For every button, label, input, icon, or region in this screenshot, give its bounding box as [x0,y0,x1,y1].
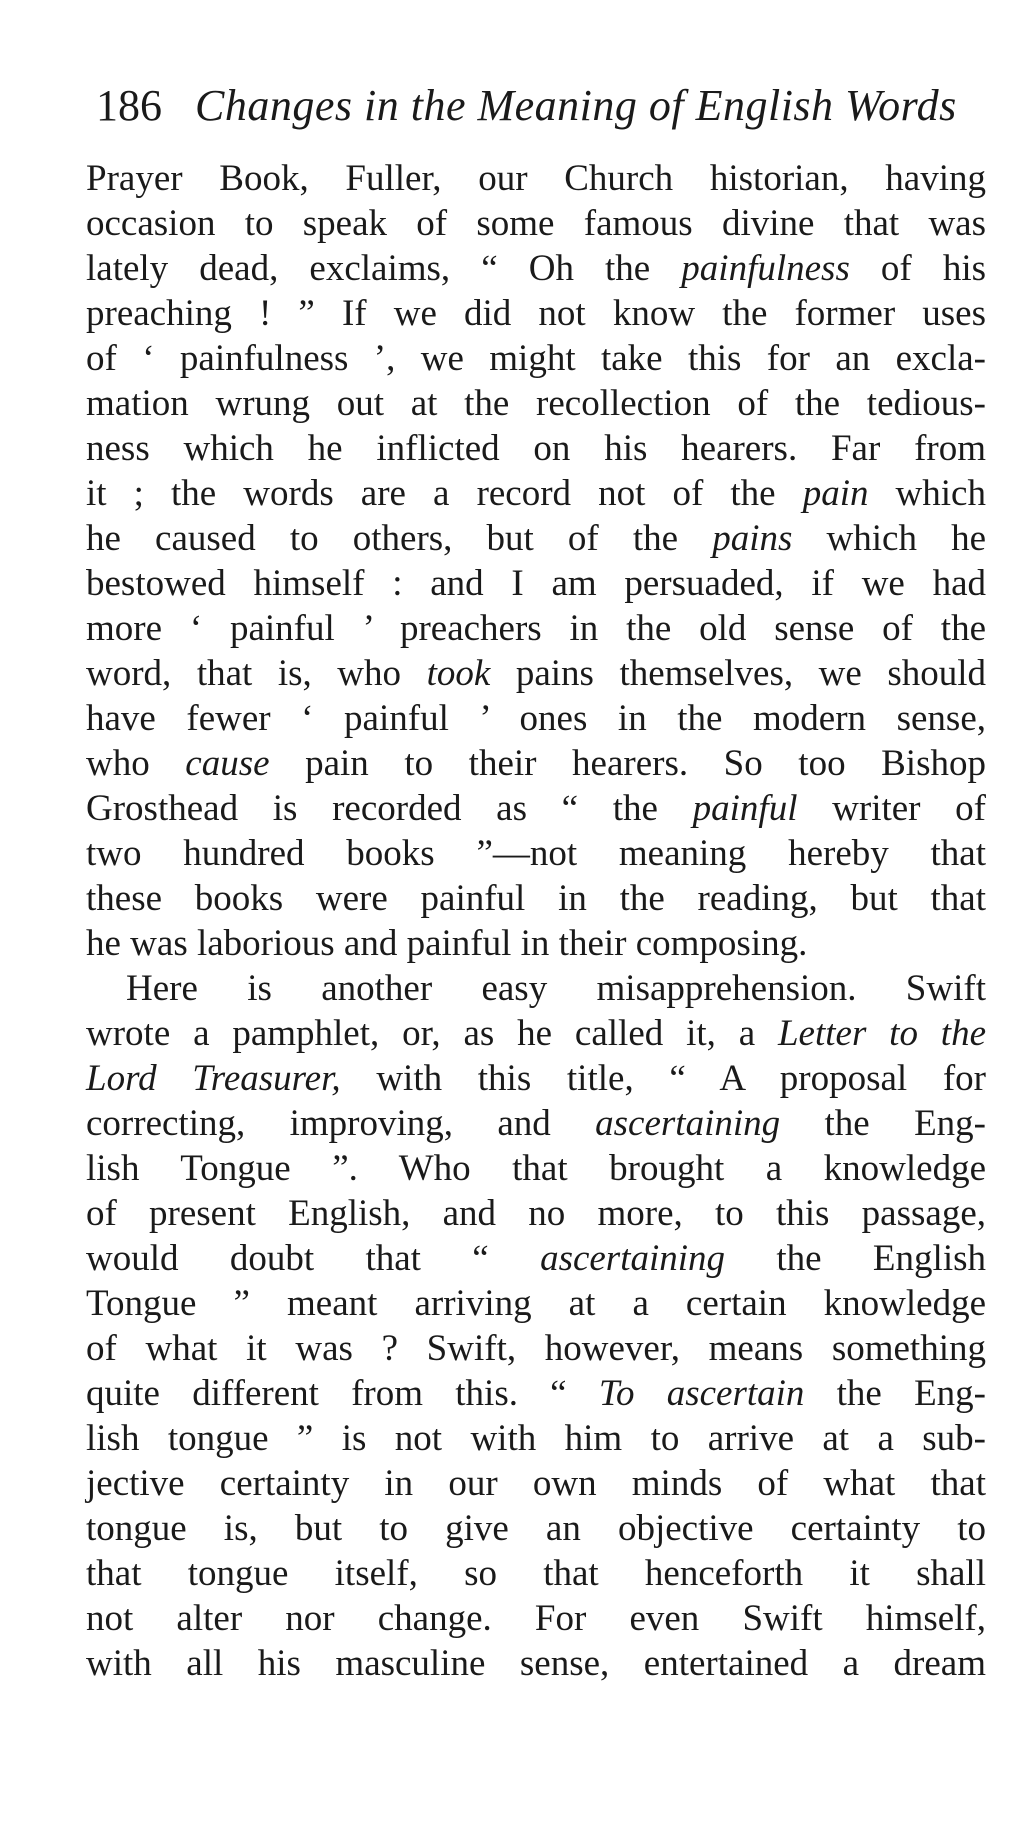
text-segment: it ; the words are a record not of the [86,473,803,514]
text-line [86,1011,986,1056]
body-text [86,156,986,1686]
text-line [86,1461,986,1506]
text-line [86,426,986,471]
text-segment: which he [792,518,986,559]
text-segment: lish Tongue ”. Who that brought a knowledge [86,1148,986,1189]
text-segment: Grosthead is recorded as “ the [86,788,693,829]
text-line [86,1281,986,1326]
italic-text: pains [712,518,793,559]
text-segment: word, that is, who [86,653,427,694]
text-segment: lish tongue ” is not with him to arrive at a sub- [86,1418,986,1459]
text-segment: Tongue ” meant arriving at a certain knowledge [86,1283,986,1324]
text-segment: of his [849,248,986,289]
text-segment: lately dead, exclaims, “ Oh the [86,248,682,289]
text-segment: the English [725,1238,986,1279]
text-line [86,876,986,921]
running-head [96,76,986,136]
text-segment: two hundred books ”—not meaning hereby that [86,833,986,874]
text-line [86,741,986,786]
text-segment: pains themselves, we should [490,653,986,694]
text-line [86,1101,986,1146]
text-segment: correcting, improving, and [86,1103,596,1144]
text-line [86,696,986,741]
text-segment: that tongue itself, so that henceforth it shall [86,1553,986,1594]
text-line [86,561,986,606]
text-line [86,1371,986,1416]
text-segment: not alter nor change. For even Swift himself, [86,1598,986,1639]
italic-text: To ascertain [598,1373,805,1414]
text-segment: preaching ! ” If we did not know the former uses [86,293,986,334]
text-line [86,1236,986,1281]
text-line [86,1146,986,1191]
text-line [86,831,986,876]
text-line [86,336,986,381]
text-line [86,606,986,651]
text-line [86,246,986,291]
text-segment: the Eng- [780,1103,986,1144]
italic-text: cause [185,743,270,784]
text-segment: he was laborious and painful in their composing. [86,923,808,964]
text-segment: quite different from this. “ [86,1373,599,1414]
text-line [86,921,986,966]
text-line [86,651,986,696]
text-line [86,516,986,561]
text-segment: of present English, and no more, to this passage, [86,1193,986,1234]
text-line [86,1551,986,1596]
text-segment: more ‘ painful ’ preachers in the old sense of the [86,608,986,649]
italic-text: painfulness [681,248,850,289]
text-line [86,156,986,201]
text-segment: wrote a pamphlet, or, as he called it, a [86,1013,778,1054]
text-segment: which [868,473,986,514]
text-segment: with this title, “ A proposal for [340,1058,986,1099]
text-line [86,1506,986,1551]
text-segment: writer of [797,788,986,829]
page-number: 186 [96,81,162,130]
text-line [86,1641,986,1686]
text-segment: pain to their hearers. So too Bishop [269,743,986,784]
text-segment: tongue is, but to give an objective certainty to [86,1508,986,1549]
text-segment: with all his masculine sense, entertained a dream [86,1643,986,1684]
text-segment: Prayer Book, Fuller, our Church historian, having [86,158,986,199]
text-segment: he caused to others, but of the [86,518,713,559]
text-segment: of what it was ? Swift, however, means something [86,1328,986,1369]
text-segment: Here is another easy misapprehension. Swift [126,968,986,1009]
text-segment: occasion to speak of some famous divine that was [86,203,986,244]
text-segment: ness which he inflicted on his hearers. Far from [86,428,986,469]
text-segment: have fewer ‘ painful ’ ones in the modern sense, [86,698,986,739]
text-segment: bestowed himself : and I am persuaded, if we had [86,563,986,604]
text-line [86,966,986,1011]
text-line [86,1596,986,1641]
book-title: Changes in the Meaning of English Words [195,81,957,130]
text-line [86,1191,986,1236]
italic-text: ascertaining [540,1238,726,1279]
italic-text: Letter to the [777,1013,986,1054]
italic-text: painful [692,788,798,829]
text-line [86,381,986,426]
text-line [86,786,986,831]
text-line [86,201,986,246]
text-segment: jective certainty in our own minds of what that [86,1463,986,1504]
text-line [86,471,986,516]
italic-text: pain [802,473,869,514]
text-segment: these books were painful in the reading, but that [86,878,986,919]
text-segment: of ‘ painfulness ’, we might take this for an excla- [86,338,986,379]
text-line [86,1056,986,1101]
text-segment: would doubt that “ [86,1238,541,1279]
text-line [86,1326,986,1371]
text-segment: mation wrung out at the recollection of the tedious- [86,383,986,424]
text-line [86,1416,986,1461]
text-segment: who [86,743,186,784]
italic-text: Lord Treasurer, [86,1058,341,1099]
text-line [86,291,986,336]
text-segment: the Eng- [804,1373,986,1414]
italic-text: ascertaining [595,1103,781,1144]
italic-text: took [426,653,491,694]
